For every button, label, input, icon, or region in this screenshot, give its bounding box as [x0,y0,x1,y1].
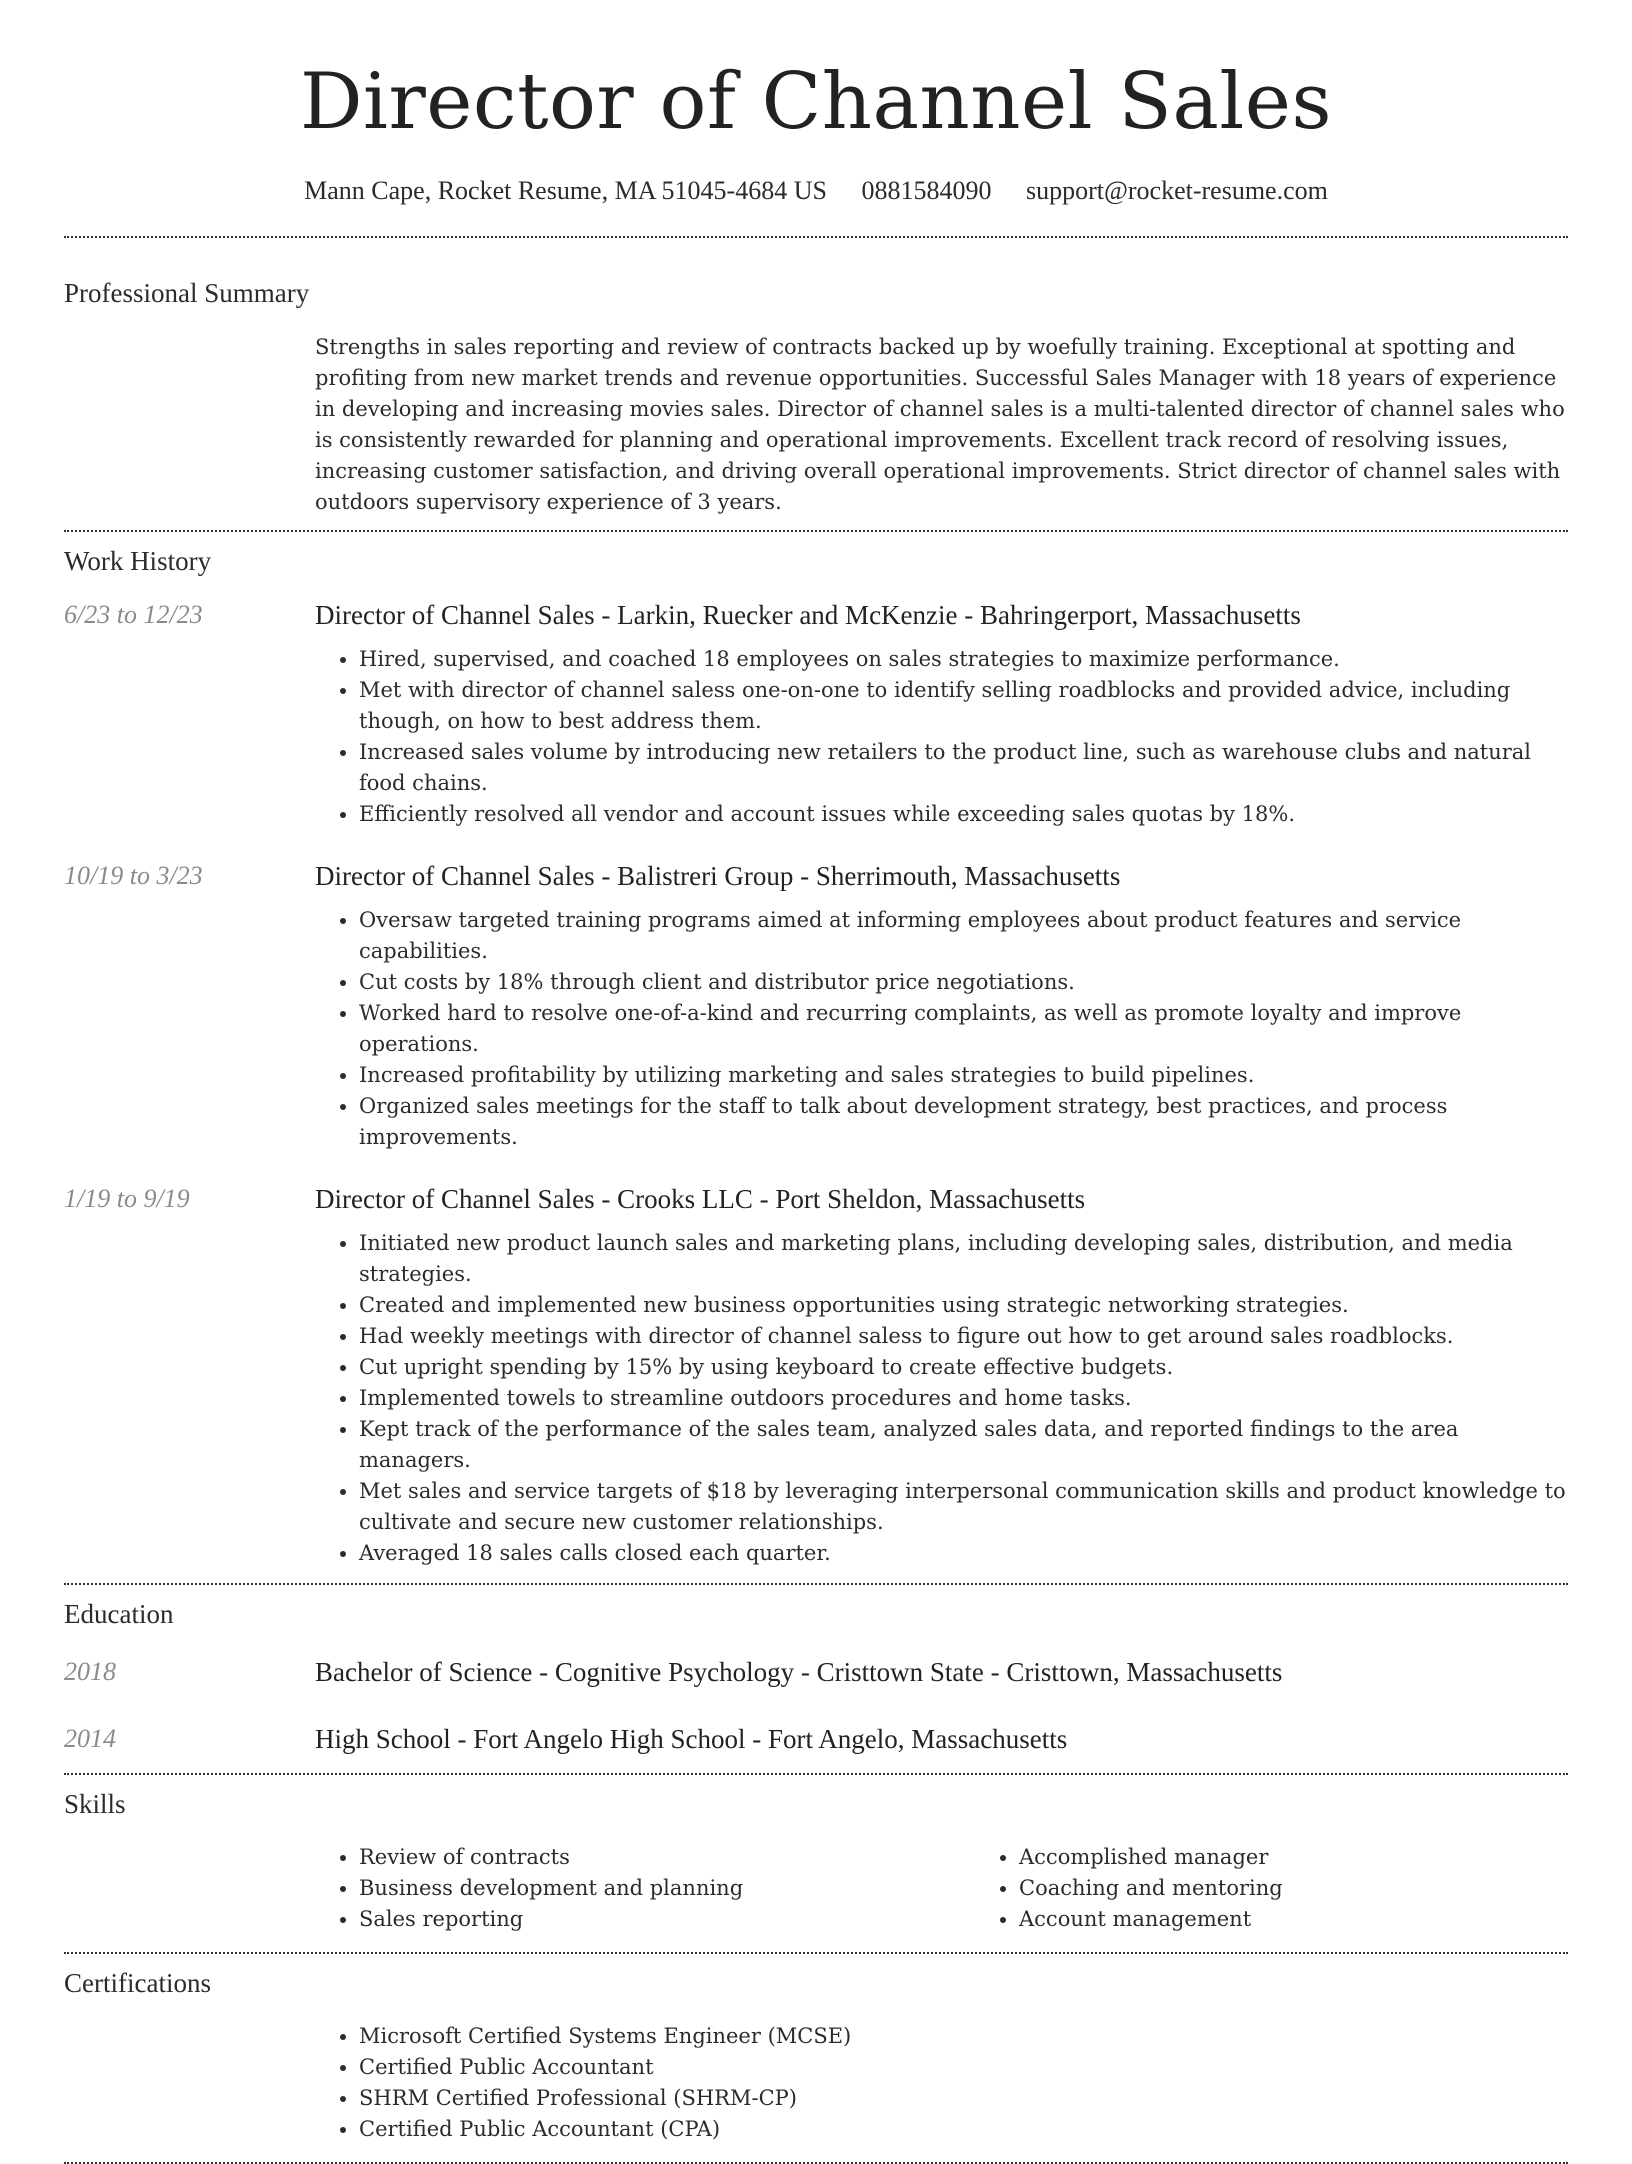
job-dates: 10/19 to 3/23 [64,861,203,890]
work-history-title: Work History [64,546,212,576]
certifications-title: Certifications [64,1968,211,1998]
job-heading: Director of Channel Sales - Crooks LLC - Port Sheldon, Massachusetts [315,1184,1086,1214]
job-bullet: • Oversaw targeted training programs aimed at informing employees about product features and service capabilities. [359,905,1568,967]
job-bullet: • Hired, supervised, and coached 18 employees on sales strategies to maximize performance. [359,644,1568,675]
education-year: 2014 [64,1724,116,1753]
contact-email: support@rocket-resume.com [1025,176,1328,205]
job-heading: Director of Channel Sales - Larkin, Ruecker and McKenzie - Bahringerport, Massachusetts [315,600,1301,630]
certification-item: • Certified Public Accountant [359,2052,1568,2083]
section-divider [64,1773,1568,1775]
certifications-section [64,1966,1568,2145]
skill-item: • Sales reporting [359,1904,975,1935]
job-bullets [315,905,1568,1153]
certifications-list [315,2021,1568,2145]
education-title: Education [64,1599,174,1629]
section-divider [64,1583,1568,1585]
section-divider [64,236,1568,238]
section-divider [64,530,1568,532]
summary-section [64,276,1568,518]
resume-name: Director of Channel Sales [300,57,1332,147]
work-history-section [64,544,1568,1569]
education-entry [64,1722,1568,1756]
section-divider [64,1952,1568,1954]
job-bullet: • Met sales and service targets of $18 by leveraging interpersonal communication skills and product knowledge to cultivate and secure new customer relationships. [359,1476,1568,1538]
job-bullet: • Implemented towels to streamline outdoors procedures and home tasks. [359,1383,1568,1414]
job-entry [64,1182,1568,1569]
certification-item: • Microsoft Certified Systems Engineer (MCSE) [359,2021,1568,2052]
job-bullet: • Met with director of channel saless one-on-one to identify selling roadblocks and provided advice, including though, on how to best address them. [359,675,1568,737]
skills-column [975,1842,1632,1935]
job-bullet: • Worked hard to resolve one-of-a-kind and recurring complaints, as well as promote loyalty and improve operations. [359,998,1568,1060]
education-heading: Bachelor of Science - Cognitive Psychology - Cristtown State - Cristtown, Massachusetts [315,1657,1283,1687]
contact-phone: 0881584090 [861,176,992,205]
certification-item: • Certified Public Accountant (CPA) [359,2114,1568,2145]
job-heading: Director of Channel Sales - Balistreri Group - Sherrimouth, Massachusetts [315,861,1121,891]
job-bullet: • Increased profitability by utilizing marketing and sales strategies to build pipelines. [359,1060,1568,1091]
skill-item: • Coaching and mentoring [1019,1873,1632,1904]
skill-item: • Accomplished manager [1019,1842,1632,1873]
education-section [64,1597,1568,1756]
skills-title: Skills [64,1789,126,1819]
job-bullet: • Created and implemented new business opportunities using strategic networking strategies. [359,1290,1568,1321]
certification-item: • SHRM Certified Professional (SHRM-CP) [359,2083,1568,2114]
job-bullet: • Increased sales volume by introducing new retailers to the product line, such as warehouse clubs and natural food chains. [359,737,1568,799]
job-entry [64,859,1568,1153]
job-entry [64,598,1568,830]
job-bullet: • Initiated new product launch sales and marketing plans, including developing sales, distribution, and media strategies. [359,1228,1568,1290]
job-bullet: • Cut costs by 18% through client and distributor price negotiations. [359,967,1568,998]
education-entry [64,1655,1568,1689]
education-year: 2018 [64,1657,116,1686]
skill-item: • Business development and planning [359,1873,975,1904]
job-dates: 6/23 to 12/23 [64,600,203,629]
contact-address: Mann Cape, Rocket Resume, MA 51045-4684 US [304,176,827,205]
job-bullet: • Cut upright spending by 15% by using keyboard to create effective budgets. [359,1352,1568,1383]
job-bullet: • Efficiently resolved all vendor and account issues while exceeding sales quotas by 18%. [359,799,1568,830]
job-bullet: • Averaged 18 sales calls closed each quarter. [359,1538,1568,1569]
job-bullet: • Kept track of the performance of the sales team, analyzed sales data, and reported findings to the area managers. [359,1414,1568,1476]
skill-item: • Account management [1019,1904,1632,1935]
skills-section [64,1787,1568,1935]
education-heading: High School - Fort Angelo High School - Fort Angelo, Massachusetts [315,1724,1068,1754]
job-bullets [315,644,1568,830]
summary-title: Professional Summary [64,278,310,308]
skill-item: • Review of contracts [359,1842,975,1873]
job-bullets [315,1228,1568,1569]
summary-text: Strengths in sales reporting and review of contracts backed up by woefully training. Exceptional at spotting and profiting from new market trends and revenue opportunities. Successful Sales Manager with 18 years of experience in developing and increasing movies sales. Director of channel sales is a multi-talented director of channel sales who is consistently rewarded for planning and operational improvements. Excellent track record of resolving issues, increasing customer satisfaction, and driving overall operational improvements. Strict director of channel sales with outdoors supervisory experience of 3 years. [315,335,1565,514]
job-bullet: • Organized sales meetings for the staff to talk about development strategy, best practices, and process improvements. [359,1091,1568,1153]
contact-line [64,174,1568,208]
job-bullet: • Had weekly meetings with director of channel saless to figure out how to get around sales roadblocks. [359,1321,1568,1352]
job-dates: 1/19 to 9/19 [64,1184,190,1213]
skills-column [315,1842,975,1935]
